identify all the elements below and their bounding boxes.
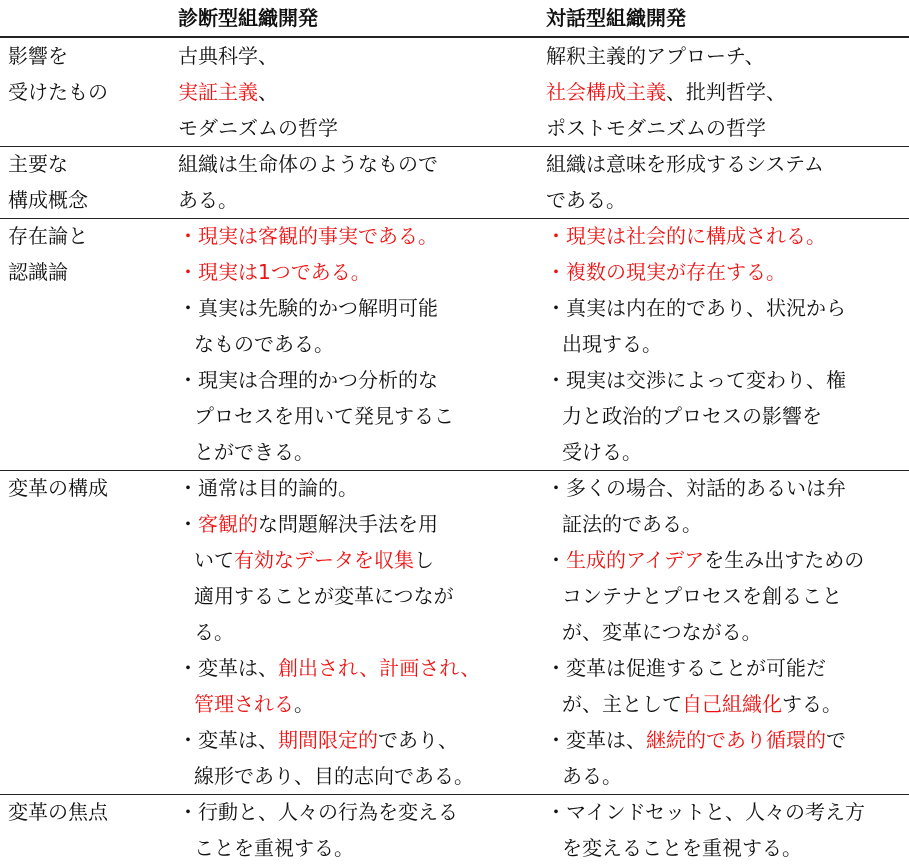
highlighted-text: 期間限定的 — [278, 728, 378, 752]
diagnostic-cell — [178, 794, 538, 866]
text-segment: ・多くの場合、対話的あるいは弁 — [546, 476, 846, 500]
text-segment: を生み出すための — [704, 548, 865, 572]
row-divider — [0, 794, 909, 795]
text-segment: ・現実は合理的かつ分析的な — [178, 368, 438, 392]
text-segment: が、変革につながる。 — [562, 620, 762, 644]
cell-line — [546, 38, 906, 74]
diagnostic-cell — [178, 218, 538, 470]
cell-line — [178, 254, 538, 290]
diagnostic-cell — [178, 38, 538, 146]
text-segment: ・ — [178, 512, 198, 536]
row-label — [8, 38, 168, 110]
cell-line — [546, 686, 906, 722]
text-segment: ・真実は内在的であり、状況から — [546, 296, 846, 320]
text-segment: ある。 — [562, 764, 622, 788]
text-segment: な問題解決手法を用 — [258, 512, 438, 536]
cell-line — [178, 614, 538, 650]
text-segment: 線形であり、目的志向である。 — [194, 764, 474, 788]
dialogic-cell — [546, 146, 906, 218]
text-segment: 組織は意味を形成するシステム — [546, 152, 824, 176]
cell-line — [178, 398, 538, 434]
text-segment: とができる。 — [194, 440, 314, 464]
cell-line — [178, 650, 538, 686]
cell-line: 構成概念 — [8, 188, 88, 212]
text-segment: ・現実は交渉によって変わり、権 — [546, 368, 846, 392]
highlighted-text: ・現実は1つである。 — [178, 260, 371, 284]
cell-line: 受けたもの — [8, 80, 108, 104]
row-divider — [0, 218, 909, 219]
cell-line — [546, 506, 906, 542]
cell-line — [178, 686, 538, 722]
row-divider — [0, 470, 909, 471]
text-segment: ・変革は、 — [178, 728, 278, 752]
text-segment: モダニズムの哲学 — [178, 116, 338, 140]
cell-line — [178, 434, 538, 470]
cell-line — [546, 830, 906, 866]
highlighted-text: ・現実は社会的に構成される。 — [546, 224, 826, 248]
text-segment: ・ — [546, 548, 566, 572]
highlighted-text: 社会構成主義 — [546, 80, 666, 104]
text-segment: 、 — [258, 80, 278, 104]
cell-line: 主要な — [8, 152, 68, 176]
cell-line — [546, 650, 906, 686]
cell-line — [546, 362, 906, 398]
text-segment: 。 — [294, 692, 314, 716]
cell-line — [546, 578, 906, 614]
cell-line: 変革の焦点 — [8, 800, 108, 824]
cell-line — [546, 182, 906, 218]
highlighted-text: 管理される — [194, 692, 294, 716]
cell-line — [546, 758, 906, 794]
text-segment: ある。 — [178, 188, 238, 212]
text-segment: ・変革は、 — [546, 728, 646, 752]
header-diagnostic: 診断型組織開発 — [178, 6, 318, 30]
text-segment: ・マインドセットと、人々の考え方 — [546, 800, 865, 824]
row-divider — [0, 146, 909, 147]
cell-line — [178, 470, 538, 506]
header-dialogic: 対話型組織開発 — [546, 6, 686, 30]
cell-line — [546, 290, 906, 326]
dialogic-cell — [546, 38, 906, 146]
text-segment: 適用することが変革につなが — [194, 584, 454, 608]
text-segment: 出現する。 — [562, 332, 662, 356]
cell-line — [178, 290, 538, 326]
text-segment: する。 — [782, 692, 842, 716]
cell-line — [546, 326, 906, 362]
text-segment: で — [826, 728, 846, 752]
text-segment: を変えることを重視する。 — [562, 836, 802, 860]
text-segment: ・変革は、 — [178, 656, 278, 680]
cell-line — [546, 254, 906, 290]
cell-line — [178, 326, 538, 362]
cell-line — [546, 74, 906, 110]
cell-line: 存在論と — [8, 224, 88, 248]
text-segment: ポストモダニズムの哲学 — [546, 116, 766, 140]
text-segment: ・変革は促進することが可能だ — [546, 656, 826, 680]
text-segment: 力と政治的プロセスの影響を — [562, 404, 822, 428]
cell-line — [178, 74, 538, 110]
cell-line — [178, 362, 538, 398]
row-label — [8, 470, 168, 506]
cell-line — [178, 578, 538, 614]
highlighted-text: ・複数の現実が存在する。 — [546, 260, 786, 284]
cell-line — [546, 614, 906, 650]
cell-line — [546, 470, 906, 506]
cell-line: 影響を — [8, 44, 68, 68]
highlighted-text: 客観的 — [198, 512, 258, 536]
text-segment: が、主として — [562, 692, 682, 716]
text-segment: であり、 — [378, 728, 458, 752]
cell-line — [546, 722, 906, 758]
cell-line — [178, 38, 538, 74]
text-segment: し — [414, 548, 434, 572]
diagnostic-cell — [178, 146, 538, 218]
highlighted-text: 創出され、計画され、 — [278, 656, 481, 680]
dialogic-cell — [546, 218, 906, 470]
diagnostic-cell — [178, 470, 538, 794]
text-segment: ことを重視する。 — [194, 836, 354, 860]
dialogic-cell — [546, 470, 906, 794]
cell-line — [546, 398, 906, 434]
cell-line — [178, 218, 538, 254]
text-segment: プロセスを用いて発見するこ — [194, 404, 454, 428]
text-segment: ・真実は先験的かつ解明可能 — [178, 296, 438, 320]
cell-line: 認識論 — [8, 260, 68, 284]
text-segment: 組織は生命体のようなもので — [178, 152, 438, 176]
text-segment: 、批判哲学、 — [666, 80, 786, 104]
highlighted-text: 継続的であり循環的 — [646, 728, 826, 752]
cell-line — [546, 146, 906, 182]
cell-line — [178, 506, 538, 542]
text-segment: 受ける。 — [562, 440, 642, 464]
highlighted-text: 生成的アイデア — [566, 548, 705, 572]
text-segment: る。 — [194, 620, 234, 644]
text-segment: ・行動と、人々の行為を変える — [178, 800, 458, 824]
text-segment: ・通常は目的論的。 — [178, 476, 358, 500]
highlighted-text: 有効なデータを収集 — [234, 548, 414, 572]
highlighted-text: 実証主義 — [178, 80, 258, 104]
cell-line — [178, 182, 538, 218]
cell-line: 変革の構成 — [8, 476, 108, 500]
cell-line — [546, 542, 906, 578]
row-label — [8, 218, 168, 290]
row-label — [8, 794, 168, 830]
cell-line — [178, 758, 538, 794]
cell-line — [546, 794, 906, 830]
row-label — [8, 146, 168, 218]
cell-line — [178, 110, 538, 146]
text-segment: いて — [194, 548, 234, 572]
cell-line — [546, 434, 906, 470]
cell-line — [178, 794, 538, 830]
highlighted-text: ・現実は客観的事実である。 — [178, 224, 438, 248]
cell-line — [546, 218, 906, 254]
highlighted-text: 自己組織化 — [682, 692, 782, 716]
dialogic-cell — [546, 794, 906, 866]
cell-line — [546, 110, 906, 146]
cell-line — [178, 542, 538, 578]
cell-line — [178, 830, 538, 866]
text-segment: コンテナとプロセスを創ること — [562, 584, 842, 608]
text-segment: なものである。 — [194, 332, 334, 356]
text-segment: である。 — [546, 188, 626, 212]
text-segment: 解釈主義的アプローチ、 — [546, 44, 765, 68]
text-segment: 古典科学、 — [178, 44, 278, 68]
cell-line — [178, 146, 538, 182]
text-segment: 証法的である。 — [562, 512, 702, 536]
cell-line — [178, 722, 538, 758]
